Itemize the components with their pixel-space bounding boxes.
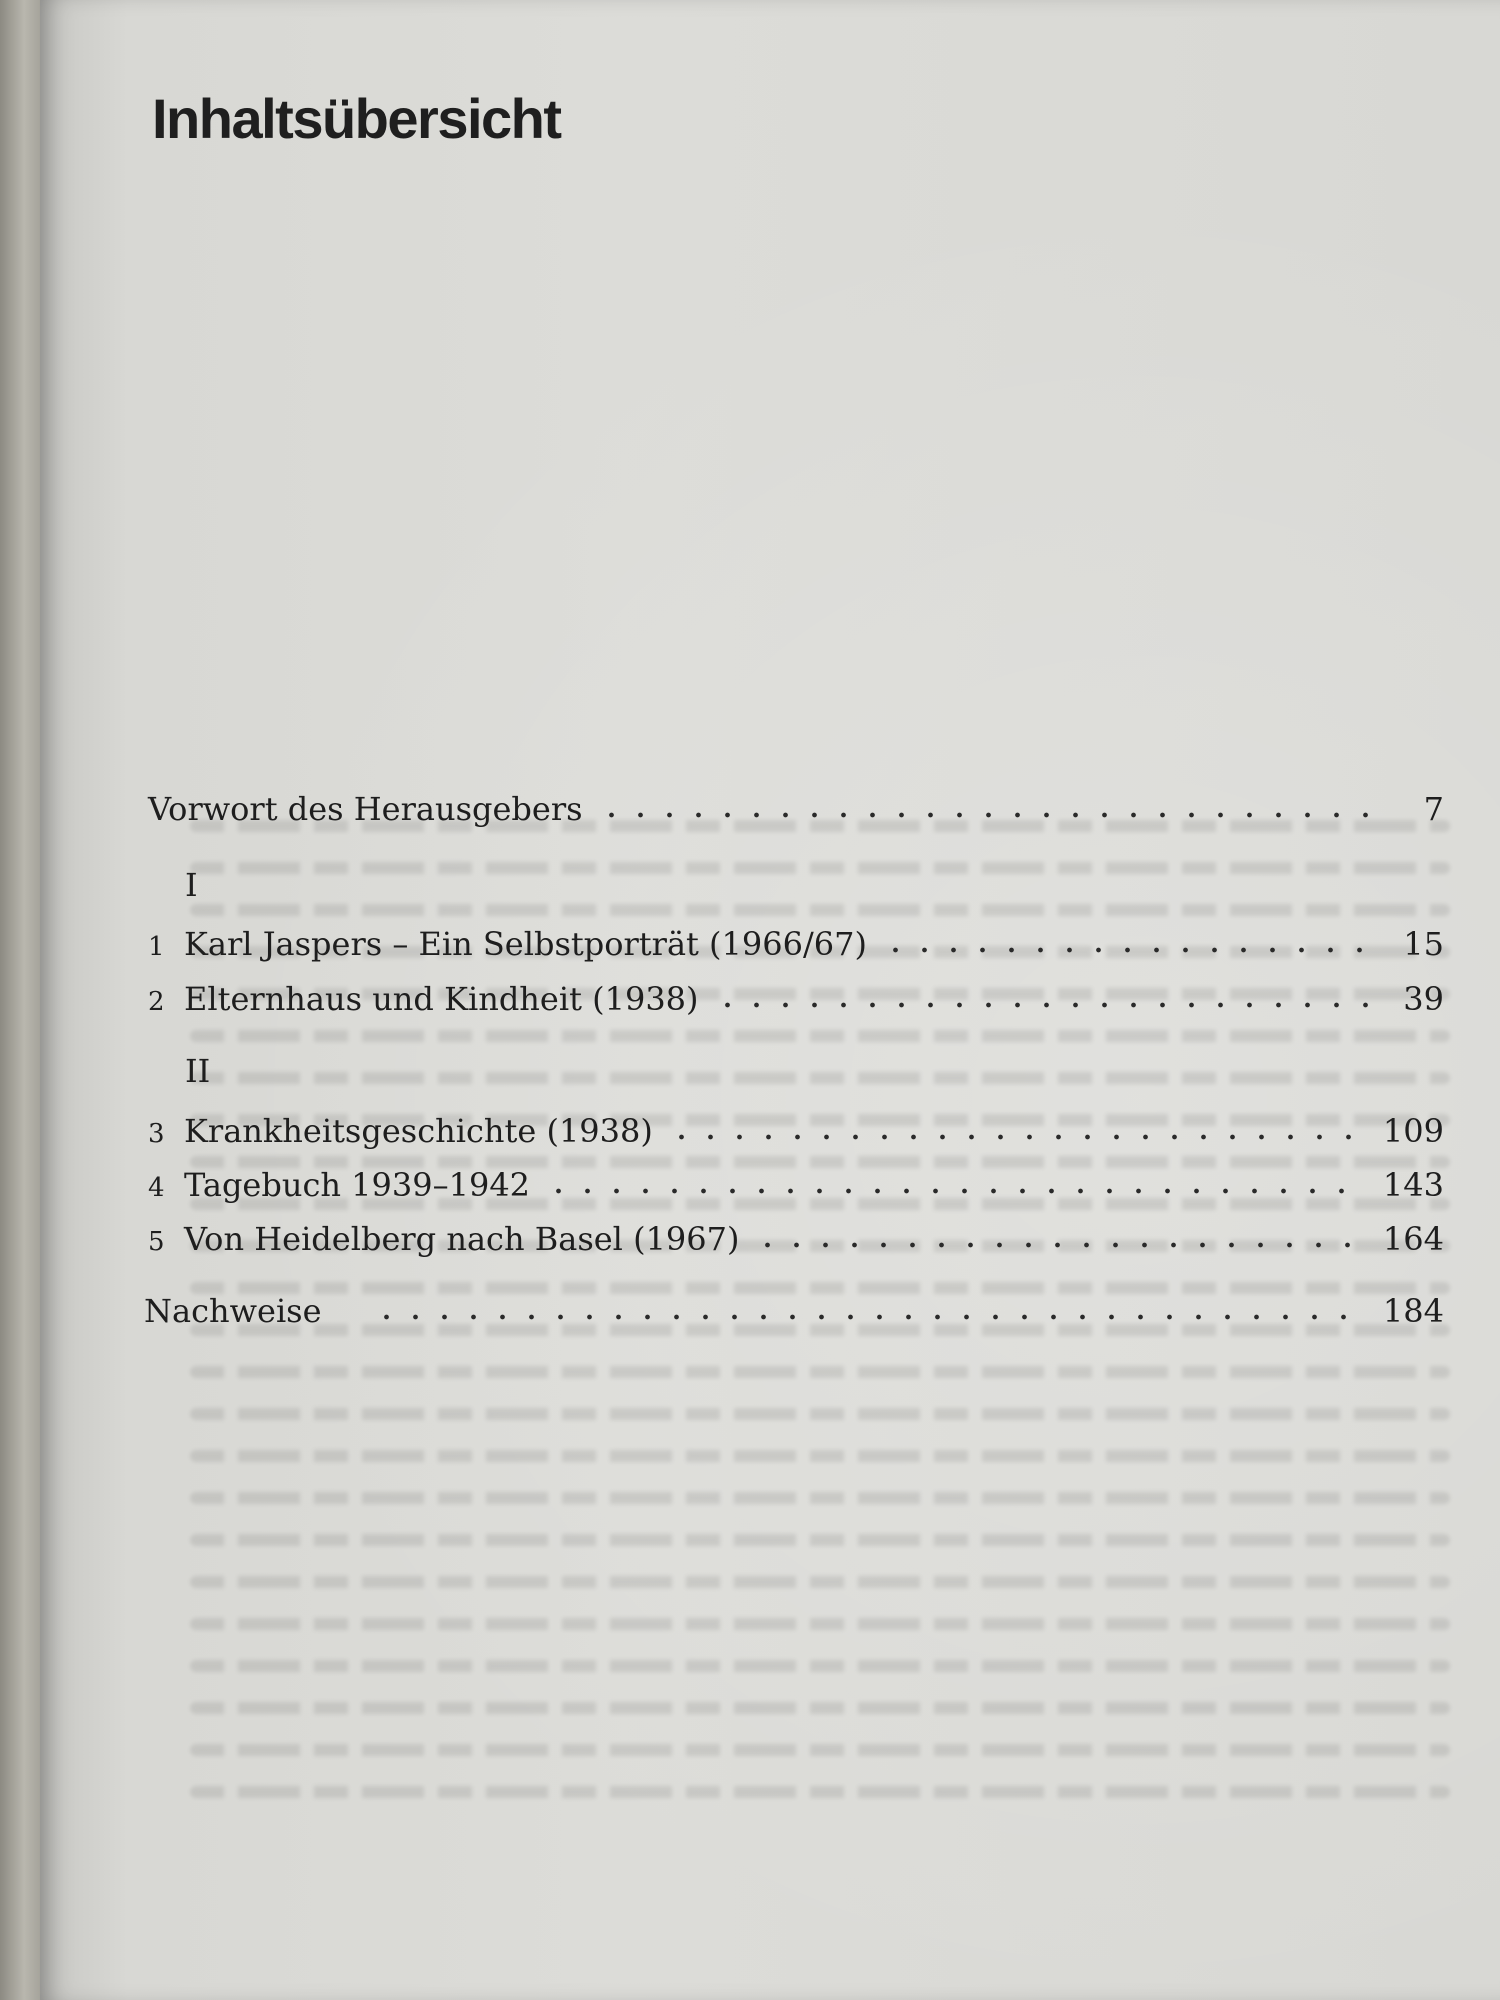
toc-entry-page: 39	[1403, 980, 1444, 1018]
toc-entry-label: Von Heidelberg nach Basel (1967)	[184, 1220, 740, 1258]
dot-leader	[597, 810, 1380, 820]
toc-entry-label: Krankheitsgeschichte (1938)	[184, 1112, 653, 1150]
toc-entry-page: 15	[1403, 925, 1444, 963]
dot-leader	[667, 1132, 1365, 1142]
part-heading-two: II	[185, 1052, 211, 1090]
toc-entry-1	[148, 925, 1444, 963]
dot-leader	[372, 1312, 1365, 1322]
toc-entry-page: 143	[1382, 1166, 1444, 1204]
toc-entry-number: 3	[148, 1119, 165, 1149]
toc-entry-3	[148, 1112, 1444, 1150]
toc-entry-number: 2	[148, 987, 165, 1017]
toc-entry-2	[148, 980, 1444, 1018]
page-title: Inhaltsübersicht	[152, 87, 561, 150]
toc-entry-page: 184	[1382, 1292, 1444, 1330]
toc-entry-page: 164	[1382, 1220, 1444, 1258]
dot-leader	[544, 1186, 1365, 1196]
dot-leader	[881, 945, 1380, 955]
toc-entry-foreword	[148, 790, 1444, 828]
toc-entry-sources	[144, 1292, 1444, 1330]
book-page	[40, 0, 1500, 2000]
toc-entry-label: Tagebuch 1939–1942	[184, 1166, 531, 1204]
toc-entry-page: 109	[1382, 1112, 1444, 1150]
toc-entry-number: 5	[148, 1227, 165, 1257]
toc-entry-number: 4	[148, 1173, 165, 1203]
toc-entry-number: 1	[148, 932, 165, 962]
part-heading-one: I	[185, 866, 198, 904]
dot-leader	[753, 1240, 1364, 1250]
toc-entry-page: 7	[1423, 790, 1444, 828]
book-spine-shadow	[0, 0, 44, 2000]
toc-entry-label: Nachweise	[144, 1292, 322, 1330]
toc-entry-4	[148, 1166, 1444, 1204]
toc-entry-label: Vorwort des Herausgebers	[148, 790, 583, 828]
toc-entry-label: Elternhaus und Kindheit (1938)	[184, 980, 699, 1018]
toc-entry-5	[148, 1220, 1444, 1258]
toc-entry-label: Karl Jaspers – Ein Selbstporträt (1966/67)	[184, 925, 867, 963]
dot-leader	[713, 1000, 1380, 1010]
